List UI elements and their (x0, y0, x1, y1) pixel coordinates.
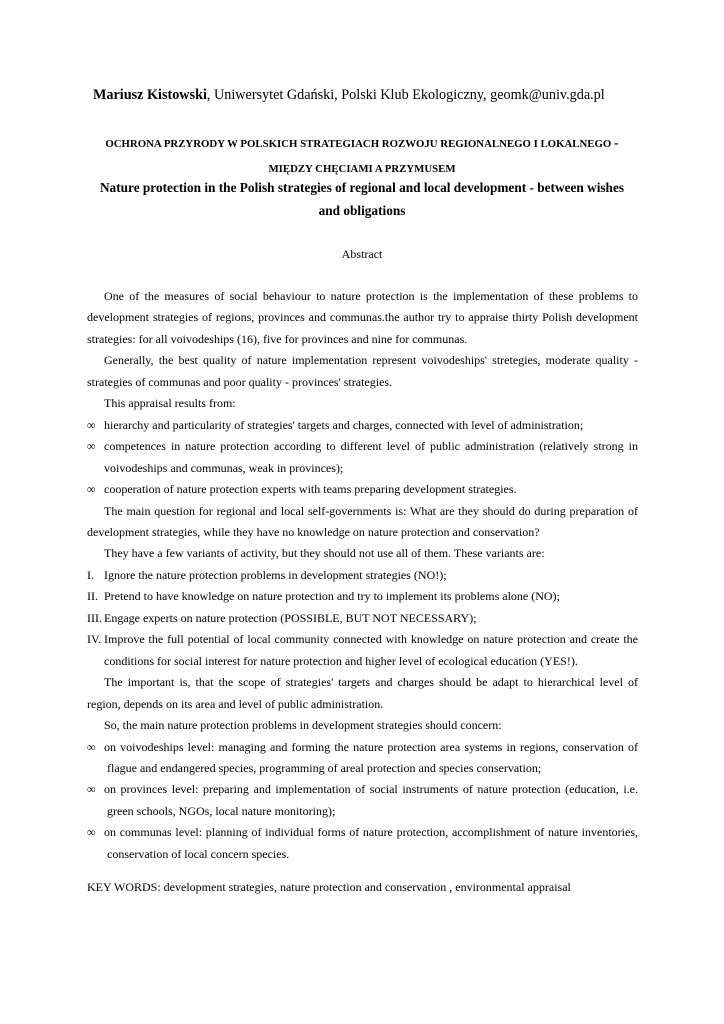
list-item-level-voivodeships (87, 737, 638, 780)
title-english-line-1: Nature protection in the Polish strategies of regional and local development - between wishes (99, 180, 625, 195)
author-line (93, 85, 605, 105)
roman-numeral: II. (87, 589, 98, 604)
infinity-bullet-icon: ∞ (87, 739, 96, 754)
roman-numeral: III. (87, 610, 102, 625)
keywords-line: KEY WORDS: development strategies, nature protection and conservation , environmental appraisal (87, 880, 571, 894)
title-polish-line-1 (70, 131, 654, 157)
paragraph-scope: The important is, that the scope of strategies' targets and charges should be adapt to hierarchical level of region, depends on its area and level of public administration. (87, 675, 638, 711)
list-item-text: Engage experts on nature protection (POSSIBLE, BUT NOT NECESSARY); (104, 610, 477, 625)
title-english (70, 176, 654, 222)
abstract-body (87, 286, 638, 865)
title-english-line-2: and obligations (318, 203, 406, 218)
roman-numeral: IV. (87, 632, 102, 647)
list-item-text: on communas level: planning of individual forms of nature protection, accomplishment of nature inventories, (104, 825, 638, 840)
paragraph-quality: Generally, the best quality of nature implementation represent voivodeships' stretegies, moderate quality - strategies of communas and poor quality - provinces' strategies. (87, 353, 638, 389)
list-item-variant-3 (87, 608, 638, 629)
infinity-bullet-icon: ∞ (87, 825, 96, 840)
list-item-result-3 (87, 479, 638, 500)
title-polish-dash: - (613, 136, 619, 151)
title-polish (70, 131, 654, 182)
list-item-level-communas (87, 822, 638, 865)
paragraph-intro: One of the measures of social behaviour to nature protection is the implementation of these problems to development strategies of regions, provinces and communas.the author try to appraise thirty Polish development strategies: for all voivodeships (16), five for provinces and nine for communas. (87, 289, 638, 346)
infinity-bullet-icon: ∞ (87, 439, 96, 454)
author-name: Mariusz Kistowski (93, 87, 207, 103)
list-item-text: Pretend to have knowledge on nature protection and try to implement its problems alone (NO); (104, 589, 560, 604)
list-item-result-1 (87, 415, 638, 436)
list-item-text: Improve the full potential of local community connected with knowledge on nature protection and create the conditions for social interest for nature protection and higher level of ecological education (YES!). (104, 632, 638, 668)
list-item-level-provinces (87, 779, 638, 822)
paragraph-main-question: The main question for regional and local self-governments is: What are they should do during preparation of development strategies, while they have no knowledge on nature protection and conservation? (87, 503, 638, 539)
paragraph-variants-intro: They have a few variants of activity, but they should not use all of them. These variants are: (104, 546, 545, 561)
list-item-text: Ignore the nature protection problems in development strategies (NO!); (104, 567, 447, 582)
list-item-variant-1 (87, 565, 638, 586)
list-item-result-2 (87, 436, 638, 479)
infinity-bullet-icon: ∞ (87, 417, 96, 432)
roman-numeral: I. (87, 567, 94, 582)
list-item-text-continued: conservation of local concern species. (107, 846, 290, 861)
list-item-text: hierarchy and particularity of strategies' targets and charges, connected with level of administration; (104, 417, 584, 432)
list-item-text-continued: flague and endangered species, programming of areal protection and species conservation; (107, 760, 542, 775)
paragraph-results-intro: This appraisal results from: (104, 396, 236, 411)
list-item-text: on provinces level: preparing and implementation of social instruments of nature protection (education, i.e. (104, 782, 638, 797)
author-affiliation: , Uniwersytet Gdański, Polski Klub Ekologiczny, geomk@univ.gda.pl (206, 87, 605, 103)
title-polish-text-1: OCHRONA PRZYRODY W POLSKICH STRATEGIACH ROZWOJU REGIONALNEGO I LOKALNEGO (105, 138, 612, 150)
list-item-variant-2 (87, 586, 638, 607)
paragraph-levels-intro: So, the main nature protection problems in development strategies should concern: (104, 718, 502, 733)
infinity-bullet-icon: ∞ (87, 482, 96, 497)
list-item-text: on voivodeships level: managing and forming the nature protection area systems in regions, conservation of (104, 739, 638, 754)
infinity-bullet-icon: ∞ (87, 782, 96, 797)
list-item-text: competences in nature protection according to different level of public administration (relatively strong in (104, 439, 638, 454)
list-item-text-continued: green schools, NGOs, local nature monitoring); (107, 803, 336, 818)
list-item-text: cooperation of nature protection experts with teams preparing development strategies. (104, 482, 517, 497)
title-polish-line-2: MIĘDZY CHĘCIAMI A PRZYMUSEM (268, 163, 456, 175)
abstract-heading: Abstract (341, 247, 383, 261)
list-item-variant-4 (87, 629, 638, 672)
list-item-text-continued: voivodeships and communas, weak in provinces); (104, 460, 344, 475)
